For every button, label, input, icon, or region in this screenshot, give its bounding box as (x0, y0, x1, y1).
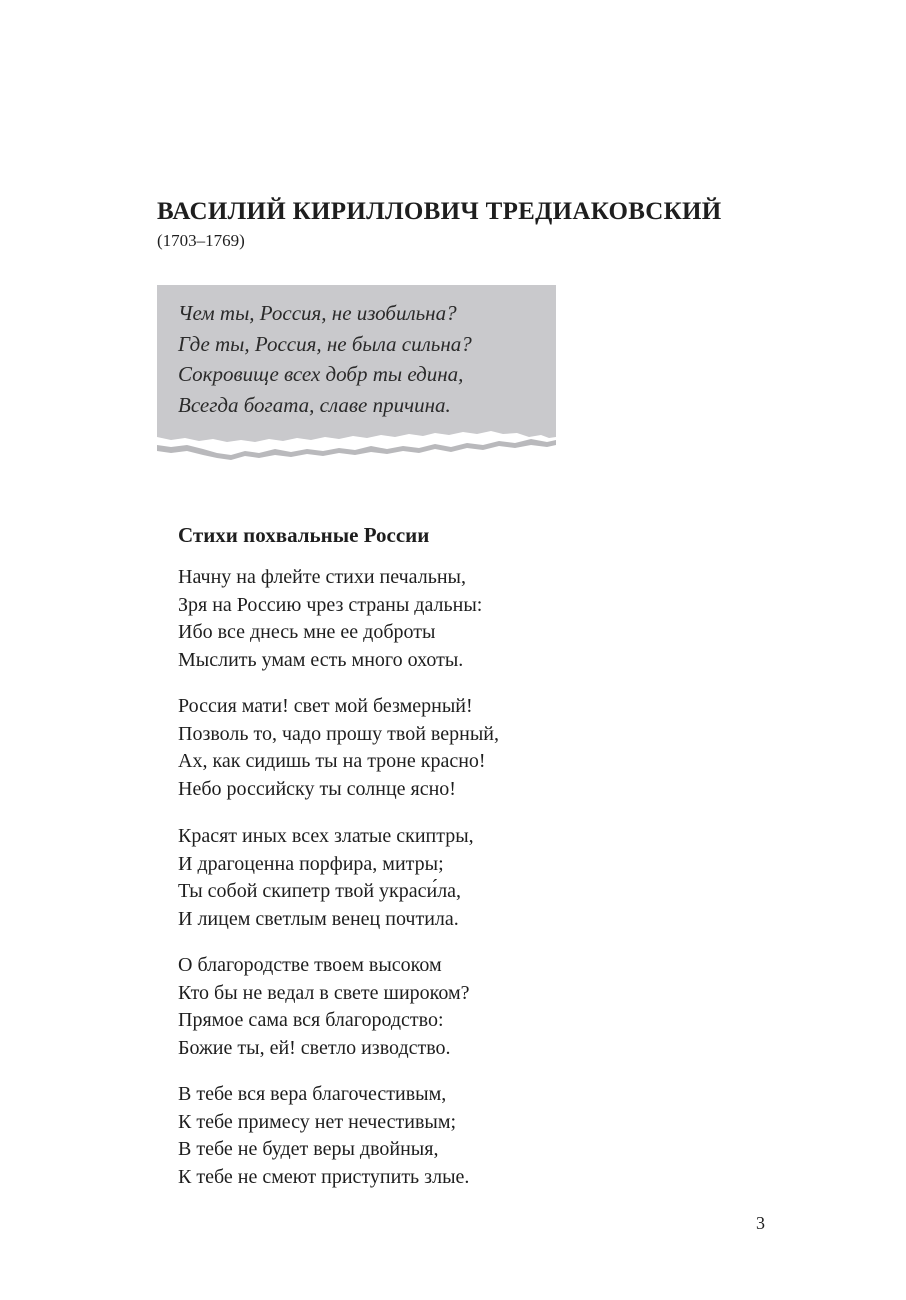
verse-line: О благородстве твоем высоком (178, 954, 442, 976)
verse-line: Ах, как сидишь ты на троне красно! (178, 750, 486, 773)
author-years: (1703–1769) (157, 231, 245, 250)
stanza-3 (178, 823, 474, 933)
verse-line: К тебе не смеют приступить злые. (178, 1165, 470, 1188)
verse-line: Божие ты, ей! светло изводство. (178, 1036, 451, 1059)
stanza-5 (178, 1081, 469, 1191)
verse-line: В тебе вся вера благочестивым, (178, 1083, 447, 1105)
verse-line: Мыслить умам есть много охоты. (178, 648, 464, 671)
stanza-2 (178, 693, 499, 803)
page-number: 3 (756, 1213, 765, 1233)
verse-line: И драгоценна порфира, митры; (178, 852, 444, 875)
verse-line: Позволь то, чадо прошу твой верный, (178, 722, 499, 745)
verse-line: Россия мати! свет мой безмерный! (178, 695, 473, 717)
verse-line: Красят иных всех златые скиптры, (178, 825, 474, 847)
epigraph-line: Всегда богата, славе причина. (178, 392, 451, 417)
verse-line: Прямое сама вся благородство: (178, 1009, 444, 1032)
epigraph-box (157, 285, 556, 463)
verse-line: И лицем светлым венец почтила. (178, 907, 459, 930)
poem-title: Стихи похвальные России (178, 523, 430, 547)
epigraph-line: Чем ты, Россия, не изобильна? (178, 301, 457, 325)
epigraph-line: Где ты, Россия, не была сильна? (178, 331, 472, 356)
verse-line: Ты собой скипетр твой украси́ла, (178, 880, 462, 903)
verse-line: В тебе не будет веры двойныя, (178, 1138, 439, 1161)
verse-line: Кто бы не ведал в свете широком? (178, 981, 470, 1004)
epigraph-line: Сокровище всех добр ты едина, (178, 362, 464, 386)
verse-line: Ибо все днесь мне ее доброты (178, 621, 436, 644)
verse-line: Небо российску ты солнце ясно! (178, 777, 456, 800)
stanza-1 (178, 564, 482, 674)
verse-line: К тебе примесу нет нечестивым; (178, 1110, 457, 1133)
stanza-4 (178, 952, 470, 1062)
author-name: ВАСИЛИЙ КИРИЛЛОВИЧ ТРЕДИАКОВСКИЙ (157, 198, 722, 225)
verse-line: Начну на флейте стихи печальны, (178, 566, 466, 588)
verse-line: Зря на Россию чрез страны дальны: (178, 593, 483, 616)
